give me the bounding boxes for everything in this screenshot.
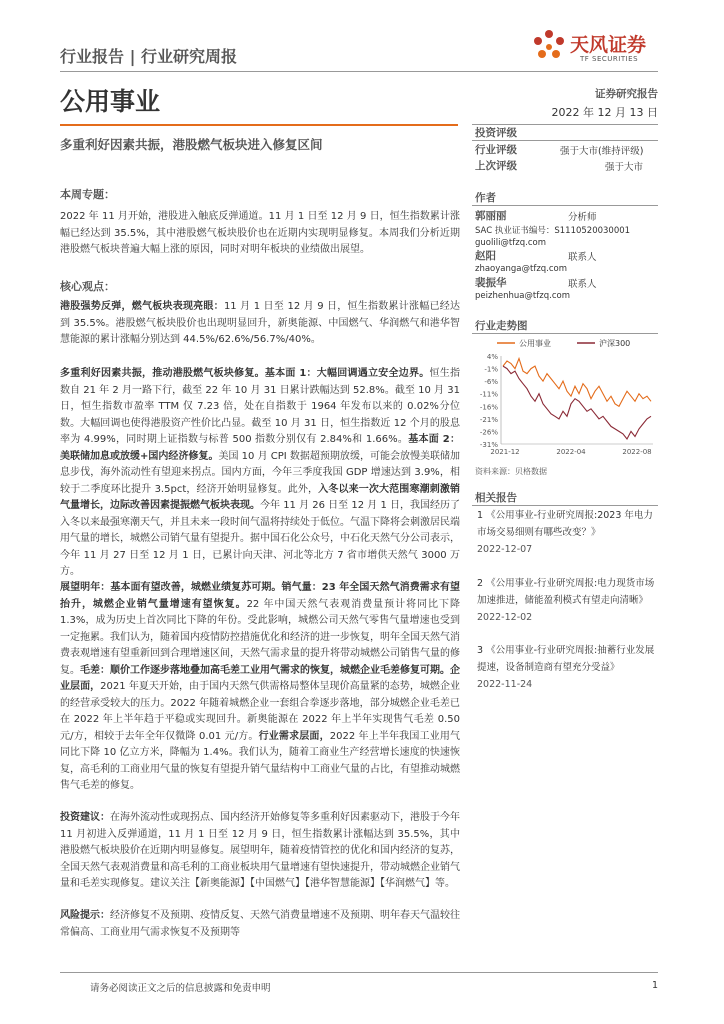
page-title: 公用事业 — [60, 87, 161, 116]
company-logo-icon — [530, 28, 568, 66]
related-report-date: 2022-12-07 — [477, 544, 533, 555]
rating-underline — [472, 140, 658, 141]
related-report-title[interactable]: 1 《公用事业-行业研究周报:2023 年电力市场交易细则有哪些改变？》 — [477, 510, 653, 538]
paragraph-risk-text: 经济修复不及预期、疫情反复、天然气消费量增速不及预期、明年春天气温较往常偏高、工商业用气需求恢复不及预期等 — [60, 910, 460, 938]
related-report-date: 2022-11-24 — [477, 679, 533, 690]
report-subtitle: 多重利好因素共振，港股燃气板块进入修复区间 — [60, 137, 323, 152]
industry-trend-chart — [477, 336, 657, 464]
author-cert: SAC 执业证书编号：S1110520030001 — [475, 226, 631, 236]
report-category: 行业报告 | 行业研究周报 — [60, 47, 237, 66]
page-number: 1 — [652, 980, 659, 991]
author-role: 联系人 — [568, 252, 597, 263]
report-date: 2022 年 12 月 13 日 — [551, 106, 658, 119]
rating-label: 行业评级 — [475, 144, 517, 156]
rating-value: 强于大市(维持评级) — [560, 146, 644, 157]
header-divider — [60, 71, 658, 72]
y-tick-label: -31% — [479, 441, 498, 449]
paragraph-risk-lead: 风险提示： — [60, 910, 110, 921]
chart-svg — [477, 336, 657, 464]
related-report[interactable] — [477, 507, 657, 558]
x-tick-label: 2022-08 — [622, 448, 652, 456]
author-role: 分析师 — [568, 212, 597, 223]
related-title: 相关报告 — [475, 492, 517, 504]
related-report[interactable] — [477, 642, 657, 693]
rating-title: 投资评级 — [475, 127, 517, 139]
footer-divider — [60, 972, 658, 973]
footer-disclaimer[interactable]: 请务必阅读正文之后的信息披露和免责申明 — [90, 983, 271, 994]
paragraph-outlook-text: 22 年中国天然气表观消费量预计将同比下降 1.3%，成为历史上首次同比下降的年份。受此影响，城燃公司天然气零售气量增速也受到一定拖累。我们认为，随着国内疫情防控措施优化和经济的进一步恢复，明年全国天然气消费表观增速有望重新回到合理增速区间，天然气需求量的提升将带动城燃公司销售气量的修复。 — [60, 598, 460, 676]
y-tick-label: -11% — [479, 390, 498, 399]
related-report[interactable] — [477, 575, 657, 626]
y-tick-label: -6% — [484, 378, 498, 387]
y-tick-label: -21% — [479, 415, 498, 424]
paragraph-outlook-lead3: 行业需求层面， — [258, 730, 330, 742]
legend-label: 沪深300 — [599, 339, 631, 348]
author-name: 郭丽丽 — [475, 210, 507, 222]
topic-paragraph: 2022 年 11 月开始，港股进入触底反弹通道。11 月 1 日至 12 月 9 日，恒生指数累计涨幅已经达到 35.5%，其中港股燃气板块股价也在近期内实现明显修复。本周我们分析近期港股燃气板块普遍大幅上涨的原因，同时对明年板块的业绩做出展望。 — [60, 211, 460, 255]
author-email[interactable]: zhaoyanga@tfzq.com — [475, 264, 568, 274]
authors-title: 作者 — [475, 192, 496, 204]
x-tick-label: 2021-12 — [490, 448, 520, 456]
author-name: 裴振华 — [475, 277, 507, 289]
legend-label: 公用事业 — [519, 339, 551, 348]
paragraph-factors-lead: 多重利好因素共振，推动港股燃气板块修复。基本面 1：大幅回调遇立安全边界。 — [60, 368, 430, 379]
y-tick-label: -1% — [484, 365, 498, 374]
chart-source: 资料来源：贝格数据 — [475, 467, 547, 476]
trend-underline — [472, 333, 658, 334]
paragraph-factors — [60, 366, 460, 581]
paragraph-factors-text: 恒生指数自 21 年 2 月一路下行，截至 22 年 10 月 31 日累计跌幅达到 52.8%。截至 10 月 31 日，恒生指数市盈率 TTM 仅 7.23 倍，处在自指数于 1964 年发布以来的 0.02%分位数。大幅回调也使得港股资产性价比凸显。截至 10 月 31 日，恒生指数近 12 个月的股息率为 4.99%，同时期上证指数与标普 500 指数分别仅有 2.84%和 1.66%。 — [60, 368, 460, 445]
author-email[interactable]: peizhenhua@tfzq.com — [475, 291, 570, 301]
topic-title: 本周专题： — [60, 188, 115, 201]
prev-rating-label: 上次评级 — [475, 160, 517, 172]
y-tick-label: 4% — [486, 353, 498, 361]
paragraph-risk — [60, 908, 460, 941]
paragraph-investment — [60, 810, 460, 893]
paragraph-factors-text2: 美国 10 月 CPI 数据超预期放缓，可能会放慢美联储加息步伐，海外流动性有望迎来拐点。国内方面，今年三季度我国 GDP 增速达到 3.9%，相较于二季度环比提升 3.5pct，经济开始明显修复。此外， — [60, 450, 460, 495]
title-divider — [60, 124, 458, 126]
paragraph-rebound-text: 11 月 1 日至 12 月 9 日，恒生指数累计涨幅已经达到 35.5%。港股燃气板块股价也出现明显回升，新奥能源、中国燃气、华润燃气和港华智慧能源的累计涨幅分别达到 44.5%/62.6%/56.7%/40%。 — [60, 301, 461, 345]
paragraph-rebound-lead: 港股强势反弹，燃气板块表现亮眼： — [60, 301, 224, 312]
trend-title: 行业走势图 — [475, 320, 528, 332]
paragraph-rebound — [60, 299, 460, 349]
paragraph-outlook-text2: 2021 年夏天开始，由于国内天然气供需格局整体呈现价高量紧的态势，城燃企业的经营承受较大的压力。2022 年随着城燃企业一套组合拳逐步落地，部分城燃企业毛差已在 2022 年上半年趋于平稳或实现回升。新奥能源在 2022 年上半年实现售气毛差 0.50 元/方，相较于去年全年仅微降 0.01 元/方。 — [60, 681, 460, 742]
related-report-title[interactable]: 3 《公用事业-行业研究周报:抽蓄行业发展提速，设备制造商有望充分受益》 — [477, 645, 655, 673]
related-report-date: 2022-12-02 — [477, 612, 533, 623]
paragraph-factors-text3: 今年 11 月 26 日至 12 月 1 日，我国经历了入冬以来最强寒潮天气，并且未来一段时间气温将持续处于低位。气温下降将会刺激居民端用气量的增长，城燃公司销气量有望提升。据中国石化公众号，中石化天然气分公司表示，今年 11 月 27 日至 12 月 1 日，已累计向天津、河北等北方 7 省市增供天然气 3000 万方。 — [60, 500, 460, 577]
paragraph-outlook-lead: 展望明年：基本面有望改善，城燃业绩复苏可期。销气量：23 年全国天然气消费需求有望抬升，城燃企业销气量增速有望恢复。 — [60, 582, 460, 610]
series-line — [503, 366, 651, 439]
report-type: 证券研究报告 — [595, 88, 658, 100]
company-name-en: TF SECURITIES — [580, 55, 639, 63]
related-report-title[interactable]: 2 《公用事业-行业研究周报:电力现货市场加速推进，储能盈利模式有望走向清晰》 — [477, 578, 655, 606]
paragraph-investment-lead: 投资建议： — [60, 812, 110, 823]
y-tick-label: -16% — [479, 403, 498, 412]
paragraph-outlook — [60, 580, 460, 795]
core-title: 核心观点： — [60, 280, 115, 293]
prev-rating-value: 强于大市 — [605, 162, 644, 173]
x-tick-label: 2022-04 — [556, 448, 586, 456]
author-email[interactable]: guolili@tfzq.com — [475, 238, 546, 248]
series-line — [503, 359, 651, 407]
author-name: 赵阳 — [475, 250, 496, 262]
author-role: 联系人 — [568, 279, 597, 290]
y-tick-label: -26% — [479, 428, 498, 437]
paragraph-outlook-text3: 2022 年上半年我国工业用气同比下降 10 亿立方米，降幅为 1.4%。我们认为，随着工商业生产经营增长速度的快速恢复，高毛利的工商业用气量的恢复有望提升销气量结构中工商业气量的占比，有望推动城燃售气毛差的修复。 — [60, 730, 460, 791]
paragraph-outlook-lead2: 毛差：顺价工作逐步落地叠加高毛差工业用气需求的恢复，城燃企业毛差修复可期。企业层面， — [60, 664, 460, 692]
company-name: 天风证券 — [570, 34, 647, 56]
paragraph-factors-lead2: 基本面 2：美联储加息或放缓+国内经济修复。 — [60, 434, 460, 462]
paragraph-factors-lead3: 入冬以来一次大范围寒潮刺激销气量增长，边际改善因素提振燃气板块表现。 — [60, 483, 460, 511]
related-underline — [472, 505, 658, 506]
authors-underline — [472, 205, 658, 206]
paragraph-investment-text: 在海外流动性或现拐点、国内经济开始修复等多重利好因素驱动下，港股于今年 11 月初进入反弹通道，11 月 1 日至 12 月 9 日，恒生指数累计涨幅达到 35.5%，其中港股燃气板块股价在近期内明显修复。展望明年，随着疫情管控的优化和国内经济的复苏，全国天然气表观消费量和高毛利的工商业板块用气量增速有望快速提升，带动城燃企业销气量和毛差实现修复。建议关注【新奥能源】【中国燃气】【港华智慧能源】【华润燃气】等。 — [60, 812, 460, 889]
